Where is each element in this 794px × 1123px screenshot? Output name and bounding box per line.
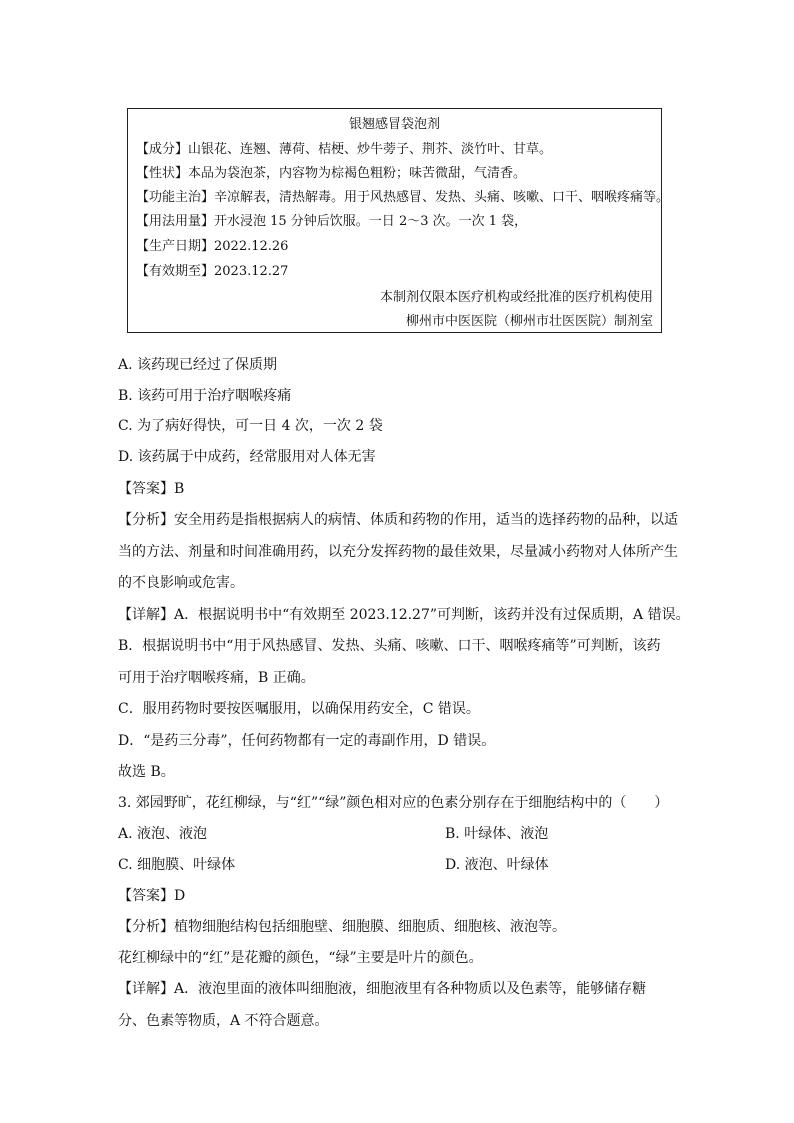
label-row-dosage: 【用法用量】开水浸泡 15 分钟后饮服。一日 2～3 次。一次 1 袋，	[136, 214, 528, 229]
label-row-indications: 【功能主治】辛凉解表，清热解毒。用于风热感冒、发热、头痛、咳嗽、口干、咽喉疼痛等。	[136, 190, 670, 205]
label-row-ingredients: 【成分】山银花、连翘、薄荷、桔梗、炒牛蒡子、荆芥、淡竹叶、甘草。	[136, 142, 553, 157]
label-footer-usage: 本制剂仅限本医疗机构或经批准的医疗机构使用	[379, 290, 653, 305]
q3-analysis-line: 【分析】植物细胞结构包括细胞壁、细胞膜、细胞质、细胞核、液泡等。	[118, 919, 566, 935]
q3-option-d: D. 液泡、叶绿体	[445, 857, 549, 873]
q2-analysis-line: 的不良影响或危害。	[118, 575, 244, 591]
q2-detail-line: B．根据说明书中“用于风热感冒、发热、头痛、咳嗽、口干、咽喉疼痛等”可判断，该药	[118, 638, 661, 654]
label-row-production-date: 【生产日期】2022.12.26	[136, 239, 289, 254]
q3-detail-line: 【详解】A．液泡里面的液体叫细胞液，细胞液里有各种物质以及色素等，能够储存糖	[118, 981, 647, 997]
medicine-label-box	[127, 108, 670, 333]
q2-option-a: A. 该药现已经过了保质期	[118, 357, 278, 373]
q3-answer: 【答案】D	[118, 888, 186, 904]
q3-analysis-line: 花红柳绿中的“红”是花瓣的颜色，“绿”主要是叶片的颜色。	[118, 950, 483, 966]
q2-detail-line: 【详解】A．根据说明书中“有效期至 2023.12.27”可判断，该药并没有过保质期，A 错误。	[118, 607, 690, 623]
label-row-appearance: 【性状】本品为袋泡茶，内容物为棕褐色粗粉；味苦微甜，气清香。	[136, 166, 527, 181]
q2-analysis-line: 【分析】安全用药是指根据病人的病情、体质和药物的作用，适当的选择药物的品种，以适	[118, 512, 678, 528]
label-footer-maker: 柳州市中医医院（柳州市壮医医院）制剂室	[405, 314, 653, 329]
q3-stem: 3. 郊园野旷，花红柳绿，与“红”“绿”颜色相对应的色素分别存在于细胞结构中的（ ）	[118, 795, 669, 811]
q3-option-c: C. 细胞膜、叶绿体	[118, 857, 236, 873]
q2-detail-line: D．“是药三分毒”，任何药物都有一定的毒副作用，D 错误。	[118, 733, 496, 749]
q2-option-d: D. 该药属于中成药，经常服用对人体无害	[118, 449, 376, 465]
q3-detail-line: 分、色素等物质，A 不符合题意。	[118, 1013, 329, 1029]
q2-analysis-line: 当的方法、剂量和时间准确用药，以充分发挥药物的最佳效果，尽量减小药物对人体所产生	[118, 544, 678, 560]
label-row-expiry-date: 【有效期至】2023.12.27	[136, 264, 289, 279]
q2-answer: 【答案】B	[118, 481, 185, 497]
q3-option-b: B. 叶绿体、液泡	[445, 826, 549, 842]
q2-conclusion: 故选 B。	[118, 764, 175, 780]
q3-option-a: A. 液泡、液泡	[118, 826, 208, 842]
label-title: 银翘感冒袋泡剂	[348, 117, 440, 132]
q2-option-c: C. 为了病好得快，可一日 4 次，一次 2 袋	[118, 418, 383, 434]
q2-detail-line: C．服用药物时要按医嘱服用，以确保用药安全，C 错误。	[118, 701, 480, 717]
q2-option-b: B. 该药可用于治疗咽喉疼痛	[118, 388, 292, 404]
q2-detail-line: 可用于治疗咽喉疼痛，B 正确。	[118, 670, 315, 686]
